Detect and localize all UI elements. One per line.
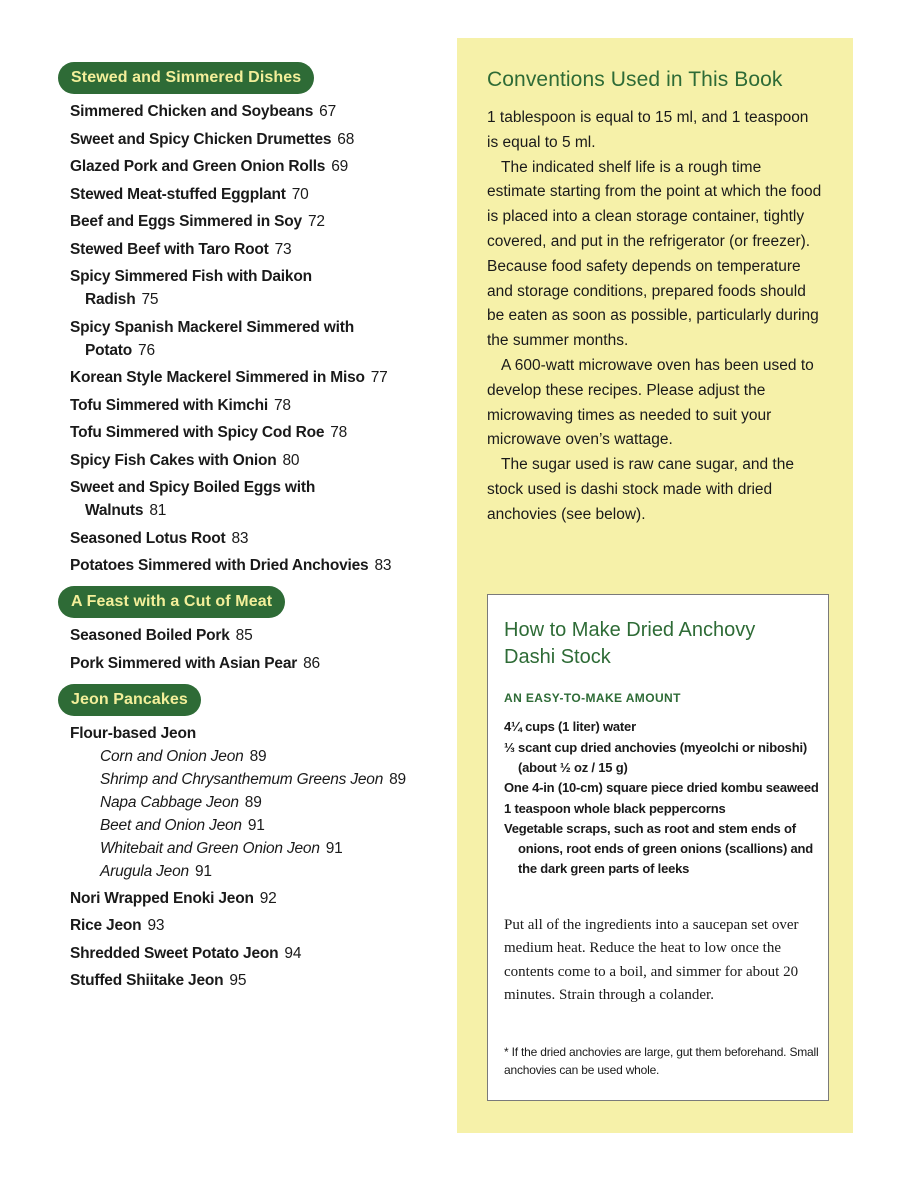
entry-title: Simmered Chicken and Soybeans <box>70 103 314 120</box>
entry-title: Stewed Meat-stuffed Eggplant <box>70 185 286 203</box>
entry-list <box>70 624 448 675</box>
index-entry[interactable] <box>70 238 448 261</box>
section-jeon <box>58 684 448 993</box>
entry-page: 93 <box>147 917 165 934</box>
entry-title: Glazed Pork and Green Onion Rolls <box>70 158 326 175</box>
entry-page: 83 <box>231 529 249 547</box>
entry-list <box>70 722 448 993</box>
sub-entry[interactable] <box>100 860 448 883</box>
entry-page: 70 <box>291 185 309 203</box>
index-entry[interactable] <box>70 265 375 311</box>
entry-title: Rice Jeon <box>70 917 142 934</box>
entry-title: Stuffed Shiitake Jeon <box>70 972 224 989</box>
conventions-paragraph: 1 tablespoon is equal to 15 ml, and 1 teaspoon is equal to 5 ml. <box>487 109 809 151</box>
conventions-body <box>487 106 822 528</box>
index-entry[interactable] <box>70 554 448 577</box>
dashi-subtitle: AN EASY-TO-MAKE AMOUNT <box>504 691 681 705</box>
index-entry[interactable] <box>70 100 448 123</box>
sub-entry[interactable] <box>100 745 448 768</box>
entry-page: 85 <box>235 627 253 644</box>
entry-title: Tofu Simmered with Kimchi <box>70 396 268 414</box>
entry-page: 91 <box>247 816 265 834</box>
entry-title: Sweet and Spicy Chicken Drumettes <box>70 130 332 148</box>
entry-list <box>70 100 448 577</box>
index-entry[interactable] <box>70 210 448 233</box>
entry-title: Arugula Jeon <box>100 862 189 880</box>
sub-entry[interactable] <box>100 768 448 791</box>
entry-page: 83 <box>374 557 392 574</box>
entry-page: 75 <box>141 291 159 308</box>
index-entry[interactable] <box>70 183 448 206</box>
conventions-sidebar <box>457 38 853 1133</box>
index-entry[interactable] <box>70 449 448 472</box>
recipe-index <box>58 62 448 1001</box>
entry-page: 81 <box>149 502 167 519</box>
dashi-method: Put all of the ingredients into a saucepan set over medium heat. Reduce the heat to low once the contents come to a boil, and simmer for about 20 minutes. Strain through a colander. <box>504 917 799 1003</box>
section-stewed <box>58 62 448 577</box>
dashi-title: How to Make Dried Anchovy Dashi Stock <box>504 619 756 668</box>
conventions-paragraph: The sugar used is raw cane sugar, and the stock used is dashi stock made with dried anchovies (see below). <box>487 456 794 523</box>
index-group <box>70 722 448 883</box>
conventions-paragraph: A 600-watt microwave oven has been used to develop these recipes. Please adjust the microwaving times as needed to suit your microwave oven’s wattage. <box>487 356 814 449</box>
sub-entry-list <box>85 745 448 883</box>
entry-title: Nori Wrapped Enoki Jeon <box>70 889 254 907</box>
conventions-title: Conventions Used in This Book <box>487 68 783 91</box>
entry-title: Potatoes Simmered with Dried Anchovies <box>70 557 369 574</box>
entry-page: 72 <box>307 213 325 230</box>
entry-title: Whitebait and Green Onion Jeon <box>100 839 320 857</box>
entry-title: Shrimp and Chrysanthemum Greens Jeon <box>100 770 384 788</box>
index-entry[interactable] <box>70 942 448 965</box>
ingredient: Vegetable scraps, such as root and stem ends of onions, root ends of green onions (scallions) and the dark green parts of leeks <box>504 821 813 876</box>
index-entry[interactable] <box>70 624 448 647</box>
entry-page: 73 <box>274 240 292 258</box>
entry-title: Korean Style Mackerel Simmered in Miso <box>70 369 365 386</box>
section-feast <box>58 586 448 675</box>
sub-entry[interactable] <box>100 791 448 814</box>
group-title: Flour-based Jeon <box>70 724 196 742</box>
entry-page: 68 <box>337 130 355 148</box>
ingredient: 4¼ cups (1 liter) water <box>504 719 636 734</box>
entry-page: 76 <box>138 341 155 359</box>
ingredient: ⅓ scant cup dried anchovies (myeolchi or niboshi) (about ½ oz / 15 g) <box>504 739 807 775</box>
entry-title: Stewed Beef with Taro Root <box>70 240 269 258</box>
index-entry[interactable] <box>70 155 448 178</box>
index-entry[interactable] <box>70 316 415 362</box>
ingredient-list <box>504 717 820 880</box>
entry-page: 89 <box>249 747 267 765</box>
entry-title: Beet and Onion Jeon <box>100 816 242 834</box>
entry-page: 92 <box>259 889 277 907</box>
index-entry[interactable] <box>70 366 448 389</box>
ingredient: One 4-in (10-cm) square piece dried kombu seaweed <box>504 780 819 795</box>
entry-title: Tofu Simmered with Spicy Cod Roe <box>70 424 325 441</box>
dashi-recipe-box <box>487 594 829 1101</box>
entry-title: Seasoned Boiled Pork <box>70 627 230 644</box>
dashi-note: * If the dried anchovies are large, gut them beforehand. Small anchovies can be used whole. <box>504 1045 819 1077</box>
entry-page: 80 <box>282 451 300 469</box>
index-entry[interactable] <box>70 421 448 444</box>
entry-page: 86 <box>303 654 320 672</box>
entry-page: 78 <box>330 424 348 441</box>
entry-title: Corn and Onion Jeon <box>100 747 244 765</box>
entry-title: Spicy Spanish Mackerel Simmered with Potato <box>70 318 354 359</box>
entry-page: 91 <box>194 862 212 880</box>
entry-page: 69 <box>331 158 349 175</box>
entry-page: 89 <box>244 793 262 811</box>
section-heading: Stewed and Simmered Dishes <box>58 62 314 94</box>
ingredient: 1 teaspoon whole black peppercorns <box>504 800 726 816</box>
index-entry[interactable] <box>70 394 448 417</box>
index-entry[interactable] <box>70 887 448 910</box>
entry-title: Seasoned Lotus Root <box>70 529 226 547</box>
entry-title: Spicy Simmered Fish with Daikon Radish <box>70 268 312 308</box>
index-entry[interactable] <box>70 128 448 151</box>
index-entry[interactable] <box>70 969 448 992</box>
section-heading: A Feast with a Cut of Meat <box>58 586 285 618</box>
index-entry[interactable] <box>70 527 448 550</box>
index-entry[interactable] <box>70 652 448 675</box>
entry-page: 95 <box>229 972 247 989</box>
entry-title: Spicy Fish Cakes with Onion <box>70 451 277 469</box>
entry-title: Pork Simmered with Asian Pear <box>70 654 298 672</box>
entry-title: Napa Cabbage Jeon <box>100 793 239 811</box>
entry-title: Shredded Sweet Potato Jeon <box>70 944 279 962</box>
index-entry[interactable] <box>70 914 448 937</box>
index-entry[interactable] <box>70 476 375 522</box>
entry-page: 77 <box>370 369 388 386</box>
entry-page: 89 <box>389 770 406 788</box>
conventions-paragraph: The indicated shelf life is a rough time estimate starting from the point at which the food is placed into a clean storage container, tightly covered, and put in the refrigerator (or freezer). Because food safety depends on temperature and storage conditions, prepared foods should be eaten as soon as possible, particularly during the summer months. <box>487 158 822 350</box>
entry-page: 67 <box>319 103 336 120</box>
sub-entry[interactable] <box>100 837 448 860</box>
entry-title: Beef and Eggs Simmered in Soy <box>70 213 302 230</box>
section-heading: Jeon Pancakes <box>58 684 201 716</box>
sub-entry[interactable] <box>100 814 448 837</box>
entry-page: 78 <box>273 396 291 414</box>
entry-page: 94 <box>284 944 302 962</box>
entry-title: Sweet and Spicy Boiled Eggs with Walnuts <box>70 479 316 519</box>
entry-page: 91 <box>325 839 343 857</box>
